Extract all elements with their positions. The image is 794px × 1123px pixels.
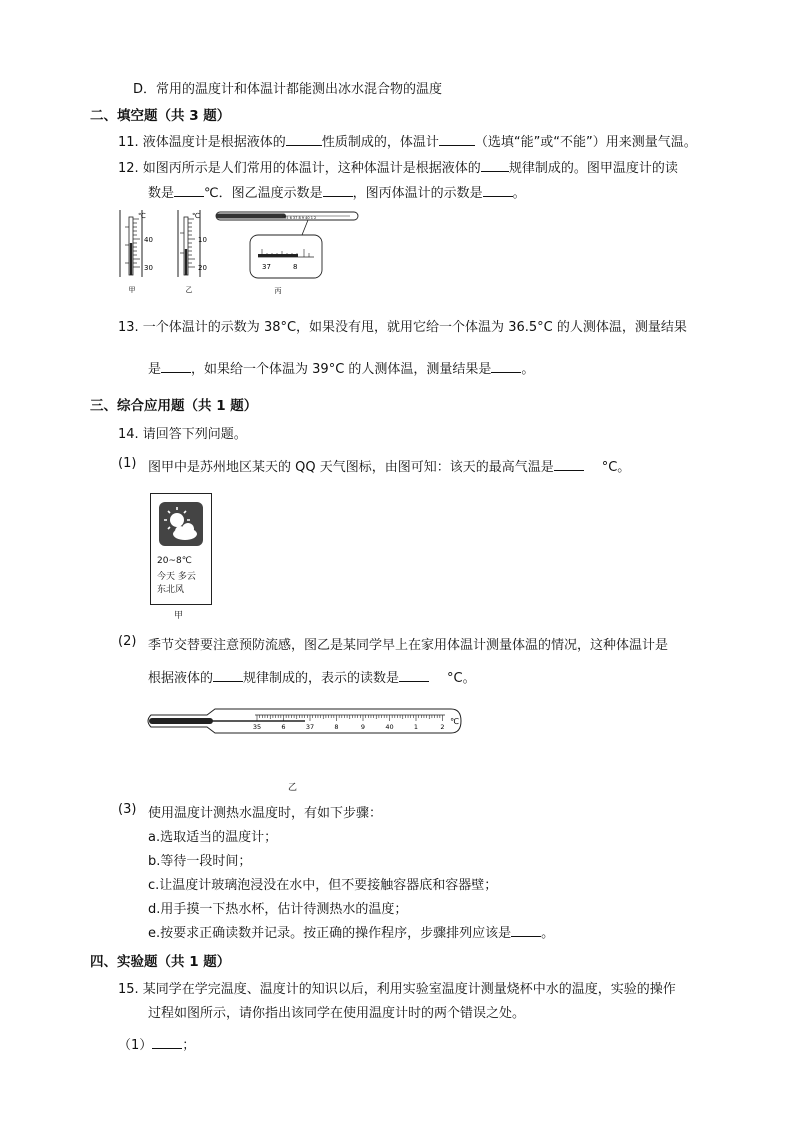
subquestion-2-num: (2)	[118, 634, 137, 649]
question-15-answer-1: （1） ；	[118, 1038, 196, 1053]
unit-label: ℃	[192, 212, 200, 220]
scale-tick-label: 9	[360, 723, 366, 731]
step-e: e.按要求正确读数并记录。按正确的操作程序，步骤排列应该是 。	[148, 926, 555, 941]
answer-blank[interactable]	[161, 360, 191, 373]
question-13-line2: 是 ，如果给一个体温为 39°C 的人测体温，测量结果是 。	[148, 362, 535, 377]
magnified-tick-label: 8	[293, 263, 298, 271]
answer-blank[interactable]	[152, 1036, 182, 1049]
tick-label: 20	[198, 264, 207, 272]
scale-labels: 35 6 37 8 9 40 1 2	[284, 216, 317, 220]
subquestion-2-line1: 季节交替要注意预防流感，图乙是某同学早上在家用体温计测量体温的情况，这种体温计是	[148, 638, 669, 653]
unit-label: ℃	[138, 212, 146, 220]
question-11: 11. 液体温度计是根据液体的 性质制成的，体温计 （选填“能”或“不能”）用来测量气温。	[118, 135, 697, 150]
clinical-thermometer-figure	[145, 705, 465, 741]
subquestion-3-intro: 使用温度计测热水温度时，有如下步骤：	[148, 806, 383, 821]
answer-blank[interactable]	[511, 924, 541, 937]
figure-label: 乙	[185, 286, 193, 294]
scale-tick-label: 6	[281, 723, 286, 731]
tick-label: 30	[144, 264, 153, 272]
thermometer-figure-label: 乙	[288, 783, 298, 793]
answer-blank[interactable]	[491, 360, 521, 373]
question-15-line1: 15. 某同学在学完温度、温度计的知识以后，利用实验室温度计测量烧杯中水的温度，实验的操作	[118, 982, 676, 997]
answer-blank[interactable]	[174, 184, 204, 197]
thermometer-bing	[216, 212, 358, 295]
step-a: a.选取适当的温度计；	[148, 830, 278, 845]
weather-figure-label: 甲	[174, 611, 184, 621]
figure-label: 甲	[128, 286, 136, 294]
q10-option-d: D．常用的温度计和体温计都能测出冰水混合物的温度	[133, 82, 443, 97]
subquestion-1: 图甲中是苏州地区某天的 QQ 天气图标，由图可知：该天的最高气温是 °C。	[148, 460, 631, 475]
answer-blank[interactable]	[481, 159, 509, 172]
unit-label: ℃	[450, 717, 459, 726]
tick-label: 10	[198, 236, 207, 244]
question-12-line2: 数是 ℃．图乙温度示数是 ，图丙体温计的示数是 。	[148, 186, 526, 201]
weather-card	[150, 493, 212, 605]
scale-tick-label: 2	[440, 723, 445, 731]
weather-wind: 东北风	[157, 585, 185, 595]
sun-cloud-icon	[159, 502, 203, 546]
section-2-title: 二、填空题（共 3 题）	[90, 108, 231, 124]
scale-tick-label: 35	[252, 723, 262, 731]
tick-label: 40	[144, 236, 153, 244]
magnified-tick-label: 37	[262, 263, 271, 271]
scale-tick-label: 8	[334, 723, 339, 731]
step-c: c.让温度计玻璃泡浸没在水中，但不要接触容器底和容器壁；	[148, 878, 498, 893]
answer-blank[interactable]	[439, 133, 475, 146]
scale-tick-label: 40	[385, 723, 394, 731]
subquestion-1-num: (1)	[118, 456, 137, 471]
question-13-line1: 13. 一个体温计的示数为 38°C，如果没有甩，就用它给一个体温为 36.5°C 的人测体温，测量结果	[118, 320, 687, 335]
answer-blank[interactable]	[554, 458, 584, 471]
section-4-title: 四、实验题（共 1 题）	[90, 954, 231, 970]
question-12-line1: 12. 如图丙所示是人们常用的体温计，这种体温计是根据液体的 规律制成的。图甲温度计的读	[118, 161, 678, 176]
subquestion-3-num: (3)	[118, 802, 137, 817]
figure-label: 丙	[274, 287, 282, 295]
section-3-title: 三、综合应用题（共 1 题）	[90, 398, 258, 414]
subquestion-2-line2: 根据液体的 规律制成的，表示的读数是 °C。	[148, 671, 476, 686]
step-d: d.用手摸一下热水杯，估计待测热水的温度；	[148, 902, 408, 917]
step-b: b.等待一段时间；	[148, 854, 252, 869]
thermometer-jia	[120, 210, 153, 294]
scale-tick-label: 37	[305, 723, 315, 731]
thermometer-yi	[178, 210, 207, 294]
answer-blank[interactable]	[213, 669, 243, 682]
answer-blank[interactable]	[286, 133, 322, 146]
answer-blank[interactable]	[399, 669, 429, 682]
weather-day: 今天 多云	[157, 572, 196, 582]
weather-temp: 20~8℃	[157, 556, 192, 566]
answer-blank[interactable]	[323, 184, 353, 197]
scale-tick-label: 1	[413, 723, 419, 731]
question-14: 14. 请回答下列问题。	[118, 427, 247, 442]
question-15-line2: 过程如图所示，请你指出该同学在使用温度计时的两个错误之处。	[148, 1006, 526, 1021]
q12-figures	[112, 205, 372, 300]
answer-blank[interactable]	[483, 184, 513, 197]
